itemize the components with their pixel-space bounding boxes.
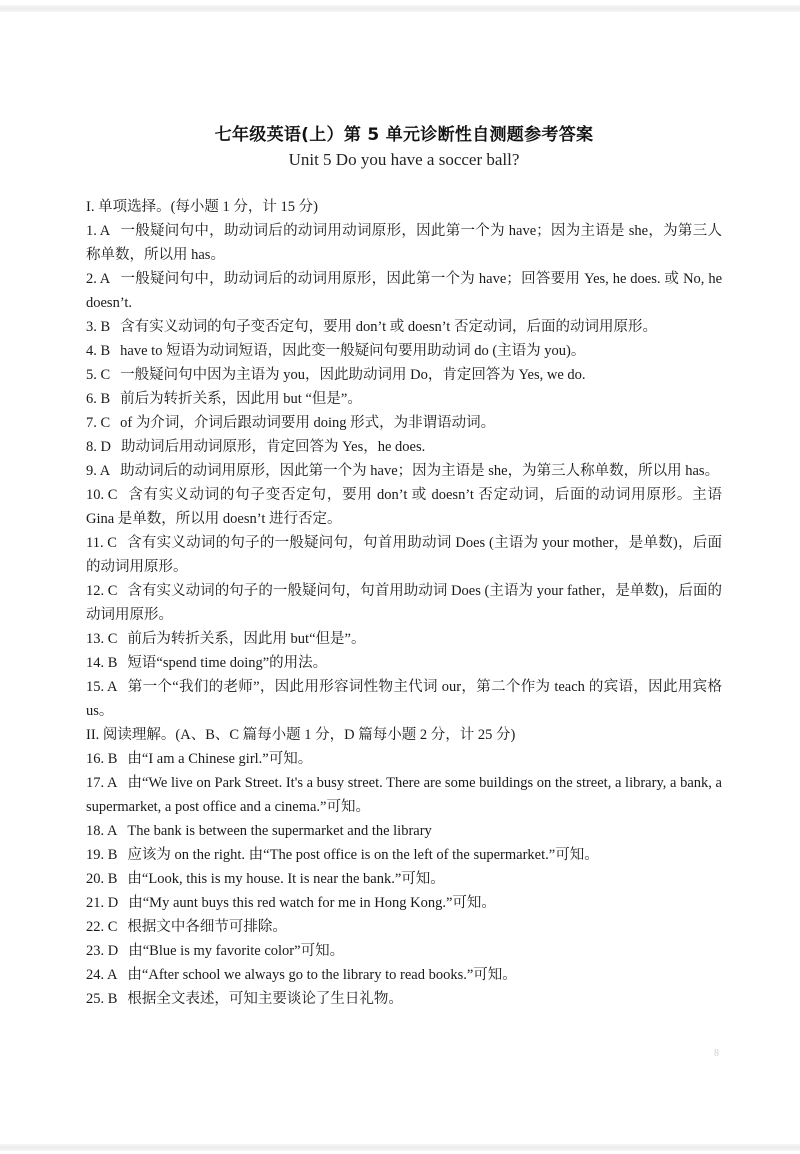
answer-item	[86, 771, 722, 819]
answer-explanation: 含有实义动词的句子的一般疑问句，句首用助动词 Does (主语为 your mother，是单数)，后面的动词用原形。	[86, 535, 722, 575]
answer-item	[86, 531, 722, 579]
answer-item	[86, 939, 722, 963]
answer-number-choice: 10. C	[86, 487, 118, 503]
answer-explanation: 由“Look, this is my house. It is near the bank.”可知。	[127, 871, 445, 887]
answer-number-choice: 16. B	[86, 751, 118, 767]
answer-item	[86, 627, 722, 651]
answer-item	[86, 339, 722, 363]
answer-number-choice: 23. D	[86, 943, 119, 959]
answer-explanation: 助动词后的动词用原形，因此第一个为 have；因为主语是 she，为第三人称单数，所以用 has。	[120, 463, 720, 479]
answer-explanation: 含有实义动词的句子变否定句，要用 don’t 或 doesn’t 否定动词，后面的动词用原形。主语 Gina 是单数，所以用 doesn’t 进行否定。	[86, 487, 722, 527]
answer-number-choice: 19. B	[86, 847, 118, 863]
answer-explanation: 由“We live on Park Street. It's a busy street. There are some buildings on the street, a library, a bank, a supermarket, a post office and a cinema.”可知。	[86, 775, 722, 815]
answer-number-choice: 8. D	[86, 439, 111, 455]
answer-item	[86, 315, 722, 339]
answer-explanation: 应该为 on the right. 由“The post office is on the left of the supermarket.”可知。	[127, 847, 599, 863]
answer-explanation: of 为介词，介词后跟动词要用 doing 形式，为非谓语动词。	[120, 415, 496, 431]
answer-item	[86, 435, 722, 459]
answer-explanation: 短语“spend time doing”的用法。	[127, 655, 328, 671]
answer-explanation: 由“Blue is my favorite color”可知。	[128, 943, 345, 959]
answer-explanation: 根据全文表述，可知主要谈论了生日礼物。	[127, 991, 403, 1007]
answer-number-choice: 1. A	[86, 223, 111, 239]
answer-explanation: 一般疑问句中，助动词后的动词用原形，因此第一个为 have；回答要用 Yes, he does. 或 No, he doesn’t.	[86, 271, 722, 311]
answer-explanation: 含有实义动词的句子的一般疑问句，句首用助动词 Does (主语为 your father，是单数)，后面的动词用原形。	[86, 583, 722, 623]
answer-number-choice: 6. B	[86, 391, 111, 407]
answer-number-choice: 7. C	[86, 415, 111, 431]
answer-explanation: 助动词后用动词原形，肯定回答为 Yes，he does.	[120, 439, 426, 455]
section-multiple-choice-answers	[86, 219, 722, 723]
answer-explanation: 根据文中各细节可排除。	[127, 919, 287, 935]
section-heading-reading: II. 阅读理解。(A、B、C 篇每小题 1 分，D 篇每小题 2 分，计 25 分)	[86, 727, 516, 743]
answer-item	[86, 987, 722, 1011]
answer-explanation: 前后为转折关系，因此用 but “但是”。	[120, 391, 362, 407]
answer-explanation: 一般疑问句中，助动词后的动词用动词原形，因此第一个为 have；因为主语是 she，为第三人称单数，所以用 has。	[86, 223, 722, 263]
answer-number-choice: 14. B	[86, 655, 118, 671]
answer-item	[86, 363, 722, 387]
answer-key-page	[86, 122, 722, 1011]
answer-item	[86, 579, 722, 627]
answer-number-choice: 13. C	[86, 631, 118, 647]
answer-list	[86, 195, 722, 1011]
document-subtitle: Unit 5 Do you have a soccer ball?	[288, 150, 520, 169]
answer-item	[86, 459, 722, 483]
answer-number-choice: 4. B	[86, 343, 111, 359]
answer-number-choice: 21. D	[86, 895, 119, 911]
answer-item	[86, 843, 722, 867]
answer-item	[86, 867, 722, 891]
answer-item	[86, 747, 722, 771]
answer-number-choice: 3. B	[86, 319, 111, 335]
answer-explanation: 由“My aunt buys this red watch for me in Hong Kong.”可知。	[128, 895, 496, 911]
answer-item	[86, 891, 722, 915]
document-title: 七年级英语(上）第 5 单元诊断性自测题参考答案	[214, 125, 594, 145]
answer-explanation: The bank is between the supermarket and the library	[127, 823, 432, 839]
answer-item	[86, 411, 722, 435]
answer-number-choice: 15. A	[86, 679, 118, 695]
section-reading-answers	[86, 747, 722, 1011]
answer-explanation: have to 短语为动词短语，因此变一般疑问句要用助动词 do (主语为 you)。	[120, 343, 586, 359]
section-heading-multiple-choice: I. 单项选择。(每小题 1 分，计 15 分)	[86, 199, 318, 215]
answer-explanation: 一般疑问句中因为主语为 you，因此助动词用 Do，肯定回答为 Yes, we do.	[120, 367, 586, 383]
answer-number-choice: 11. C	[86, 535, 117, 551]
answer-number-choice: 25. B	[86, 991, 118, 1007]
answer-item	[86, 267, 722, 315]
answer-number-choice: 5. C	[86, 367, 111, 383]
answer-number-choice: 2. A	[86, 271, 111, 287]
page-number: 8	[714, 1048, 719, 1059]
answer-item	[86, 915, 722, 939]
answer-item	[86, 651, 722, 675]
answer-item	[86, 387, 722, 411]
answer-explanation: 由“I am a Chinese girl.”可知。	[127, 751, 313, 767]
answer-number-choice: 24. A	[86, 967, 118, 983]
answer-item	[86, 819, 722, 843]
answer-item	[86, 219, 722, 267]
answer-number-choice: 20. B	[86, 871, 118, 887]
answer-number-choice: 12. C	[86, 583, 118, 599]
answer-number-choice: 17. A	[86, 775, 118, 791]
answer-number-choice: 22. C	[86, 919, 118, 935]
scan-top-edge	[0, 5, 800, 12]
answer-explanation: 含有实义动词的句子变否定句，要用 don’t 或 doesn’t 否定动词，后面的动词用原形。	[120, 319, 657, 335]
scan-bottom-edge	[0, 1144, 800, 1151]
answer-item	[86, 963, 722, 987]
answer-number-choice: 18. A	[86, 823, 118, 839]
answer-item	[86, 483, 722, 531]
answer-item	[86, 675, 722, 723]
answer-number-choice: 9. A	[86, 463, 111, 479]
answer-explanation: 前后为转折关系，因此用 but“但是”。	[127, 631, 366, 647]
answer-explanation: 第一个“我们的老师”，因此用形容词性物主代词 our，第二个作为 teach 的宾语，因此用宾格 us。	[86, 679, 722, 719]
answer-explanation: 由“After school we always go to the library to read books.”可知。	[127, 967, 517, 983]
